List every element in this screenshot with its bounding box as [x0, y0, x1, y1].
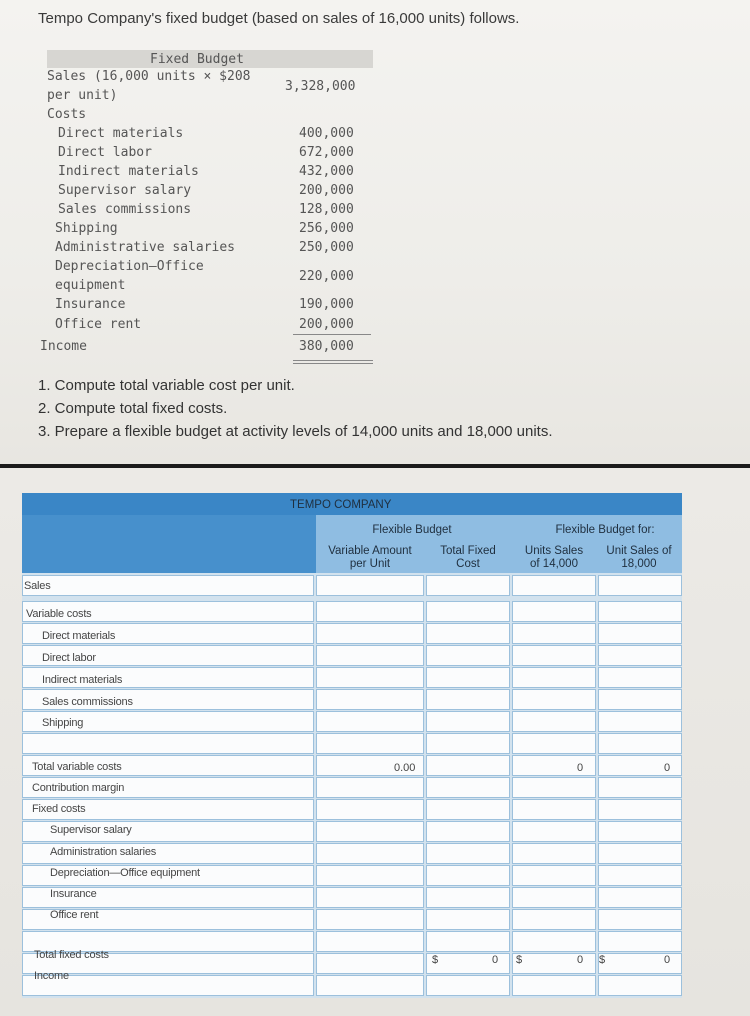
row-sales-commissions: Sales commissions [42, 696, 133, 708]
amount-input-cell[interactable] [598, 623, 682, 644]
col-variable-per-unit [316, 545, 424, 571]
row-depreciation: Depreciation—Office equipment [50, 867, 200, 879]
amount-input-cell[interactable] [316, 887, 424, 908]
amount-input-cell[interactable] [316, 821, 424, 842]
total-fixed-18000: 0 [664, 954, 671, 966]
label-cell [22, 575, 314, 596]
cost-value: 220,000 [299, 269, 354, 284]
total-fixed-14000: 0 [577, 954, 584, 966]
amount-input-cell[interactable] [426, 909, 510, 930]
amount-input-cell[interactable] [598, 689, 682, 710]
amount-input-cell[interactable] [426, 777, 510, 798]
amount-input-cell[interactable] [512, 711, 596, 732]
amount-input-cell[interactable] [598, 799, 682, 820]
dollar-sign: $ [432, 954, 439, 966]
amount-input-cell[interactable] [426, 843, 510, 864]
amount-input-cell[interactable] [426, 689, 510, 710]
amount-input-cell[interactable] [316, 909, 424, 930]
flexible-budget-form [22, 493, 682, 998]
cost-label: Sales commissions [58, 202, 192, 217]
amount-input-cell[interactable] [598, 821, 682, 842]
amount-input-cell[interactable] [598, 575, 682, 596]
sales-label-line2: per unit) [47, 87, 118, 103]
amount-input-cell[interactable] [316, 733, 424, 754]
total-variable-per-unit: 0.00 [394, 762, 416, 774]
cost-value: 250,000 [299, 240, 354, 255]
amount-input-cell[interactable] [512, 733, 596, 754]
amount-input-cell[interactable] [512, 975, 596, 996]
sales-label [47, 68, 287, 105]
amount-input-cell[interactable] [598, 733, 682, 754]
row-direct-labor: Direct labor [42, 652, 96, 664]
amount-input-cell[interactable] [316, 667, 424, 688]
problem-image [0, 0, 750, 466]
amount-input-cell[interactable] [316, 843, 424, 864]
header-band-left [22, 515, 316, 573]
company-name: TEMPO COMPANY [290, 499, 392, 511]
problem-heading: Tempo Company's fixed budget (based on sales of 16,000 units) follows. [38, 10, 520, 27]
amount-input-cell[interactable] [426, 601, 510, 622]
amount-input-cell[interactable] [512, 645, 596, 666]
amount-input-cell[interactable] [598, 975, 682, 996]
amount-input-cell[interactable] [598, 777, 682, 798]
col-header-line: Cost [456, 558, 480, 570]
amount-input-cell[interactable] [426, 755, 510, 776]
total-fixed-cost: 0 [492, 954, 499, 966]
subtotal-rule [293, 334, 371, 335]
col-header-line: of 14,000 [530, 558, 578, 570]
row-admin-salaries: Administration salaries [50, 846, 157, 858]
row-contribution-margin: Contribution margin [32, 782, 125, 794]
amount-input-cell[interactable] [512, 601, 596, 622]
cost-label: Supervisor salary [58, 183, 192, 198]
cost-value: 200,000 [299, 183, 354, 198]
cost-label: Depreciation—Office [55, 259, 204, 274]
amount-input-cell[interactable] [316, 799, 424, 820]
amount-input-cell[interactable] [316, 623, 424, 644]
income-label: Income [40, 339, 87, 354]
row-indirect-materials: Indirect materials [42, 674, 123, 686]
amount-input-cell[interactable] [426, 887, 510, 908]
amount-input-cell[interactable] [316, 601, 424, 622]
cost-label: Indirect materials [58, 164, 199, 179]
amount-input-cell[interactable] [316, 645, 424, 666]
amount-input-cell[interactable] [426, 575, 510, 596]
amount-input-cell[interactable] [598, 843, 682, 864]
amount-input-cell[interactable] [426, 821, 510, 842]
col-header-line: Total Fixed [440, 545, 496, 557]
row-office-rent: Office rent [50, 909, 99, 921]
income-value: 380,000 [299, 339, 354, 354]
row-fixed-costs: Fixed costs [32, 803, 86, 815]
amount-input-cell[interactable] [512, 777, 596, 798]
amount-input-cell[interactable] [426, 623, 510, 644]
amount-input-cell[interactable] [426, 667, 510, 688]
amount-input-cell[interactable] [512, 953, 596, 974]
amount-input-cell[interactable] [512, 843, 596, 864]
fixed-budget-header: Fixed Budget [150, 52, 244, 67]
amount-input-cell[interactable] [316, 865, 424, 886]
amount-input-cell[interactable] [316, 575, 424, 596]
amount-input-cell[interactable] [316, 975, 424, 996]
costs-label: Costs [47, 107, 87, 122]
amount-input-cell[interactable] [426, 645, 510, 666]
amount-input-cell[interactable] [512, 931, 596, 952]
dollar-sign: $ [516, 954, 523, 966]
double-underline [293, 360, 373, 364]
amount-input-cell[interactable] [316, 711, 424, 732]
cost-label: Direct materials [58, 126, 184, 141]
amount-input-cell[interactable] [512, 799, 596, 820]
cost-label: Office rent [55, 317, 142, 332]
amount-input-cell[interactable] [598, 865, 682, 886]
amount-input-cell[interactable] [426, 799, 510, 820]
flexible-budget-for-group: Flexible Budget for: [555, 524, 655, 536]
amount-input-cell[interactable] [512, 755, 596, 776]
amount-input-cell[interactable] [316, 689, 424, 710]
cost-value: 128,000 [299, 202, 354, 217]
dollar-sign: $ [599, 954, 606, 966]
cost-value: 400,000 [299, 126, 354, 141]
total-variable-14000: 0 [577, 762, 584, 774]
amount-input-cell[interactable] [512, 689, 596, 710]
row-variable-costs: Variable costs [26, 608, 92, 620]
cost-label: Direct labor [58, 145, 152, 160]
cost-label-cont: equipment [55, 278, 126, 293]
col-header-line: per Unit [349, 558, 391, 570]
amount-input-cell[interactable] [512, 575, 596, 596]
col-header-line: Unit Sales of [606, 545, 672, 557]
amount-input-cell[interactable] [512, 623, 596, 644]
total-variable-18000: 0 [664, 762, 671, 774]
label-cell [22, 733, 314, 754]
question-1: 1. Compute total variable cost per unit. [38, 377, 295, 394]
row-shipping: Shipping [42, 717, 84, 729]
sales-label-line1: Sales (16,000 units × $208 [47, 69, 251, 84]
amount-input-cell[interactable] [598, 667, 682, 688]
row-supervisor-salary: Supervisor salary [50, 824, 132, 836]
col-header-line: 18,000 [621, 558, 657, 570]
question-2: 2. Compute total fixed costs. [38, 400, 228, 417]
row-direct-materials: Direct materials [42, 630, 116, 642]
amount-input-cell[interactable] [512, 865, 596, 886]
amount-input-cell[interactable] [426, 865, 510, 886]
flexible-budget-group: Flexible Budget [372, 524, 452, 536]
row-insurance: Insurance [50, 888, 97, 900]
cost-value: 432,000 [299, 164, 354, 179]
cost-value: 200,000 [299, 317, 354, 332]
col-header-line: Units Sales [524, 545, 584, 557]
amount-input-cell[interactable] [512, 887, 596, 908]
row-sales: Sales [24, 580, 51, 592]
amount-input-cell[interactable] [598, 931, 682, 952]
col-14000 [512, 545, 596, 571]
cost-value: 190,000 [299, 297, 354, 312]
amount-input-cell[interactable] [316, 953, 424, 974]
amount-input-cell[interactable] [598, 645, 682, 666]
sales-value: 3,328,000 [285, 79, 356, 94]
amount-input-cell[interactable] [316, 931, 424, 952]
cost-value: 672,000 [299, 145, 354, 160]
col-total-fixed [426, 545, 510, 571]
col-18000 [596, 545, 682, 571]
amount-input-cell[interactable] [426, 975, 510, 996]
amount-input-cell[interactable] [426, 711, 510, 732]
cost-value: 256,000 [299, 221, 354, 236]
row-income: Income [34, 970, 69, 982]
amount-input-cell[interactable] [426, 931, 510, 952]
amount-input-cell[interactable] [598, 711, 682, 732]
row-total-fixed: Total fixed costs [34, 949, 109, 961]
cost-label: Shipping [55, 221, 118, 236]
cost-label: Administrative salaries [55, 240, 236, 255]
cost-label: Insurance [55, 297, 126, 312]
amount-input-cell[interactable] [316, 777, 424, 798]
amount-input-cell[interactable] [512, 909, 596, 930]
question-3: 3. Prepare a flexible budget at activity levels of 14,000 units and 18,000 units. [38, 423, 553, 440]
amount-input-cell[interactable] [598, 887, 682, 908]
amount-input-cell[interactable] [512, 821, 596, 842]
row-total-variable: Total variable costs [32, 761, 122, 773]
amount-input-cell[interactable] [598, 909, 682, 930]
amount-input-cell[interactable] [426, 733, 510, 754]
col-header-line: Variable Amount [328, 545, 412, 557]
amount-input-cell[interactable] [512, 667, 596, 688]
amount-input-cell[interactable] [598, 601, 682, 622]
